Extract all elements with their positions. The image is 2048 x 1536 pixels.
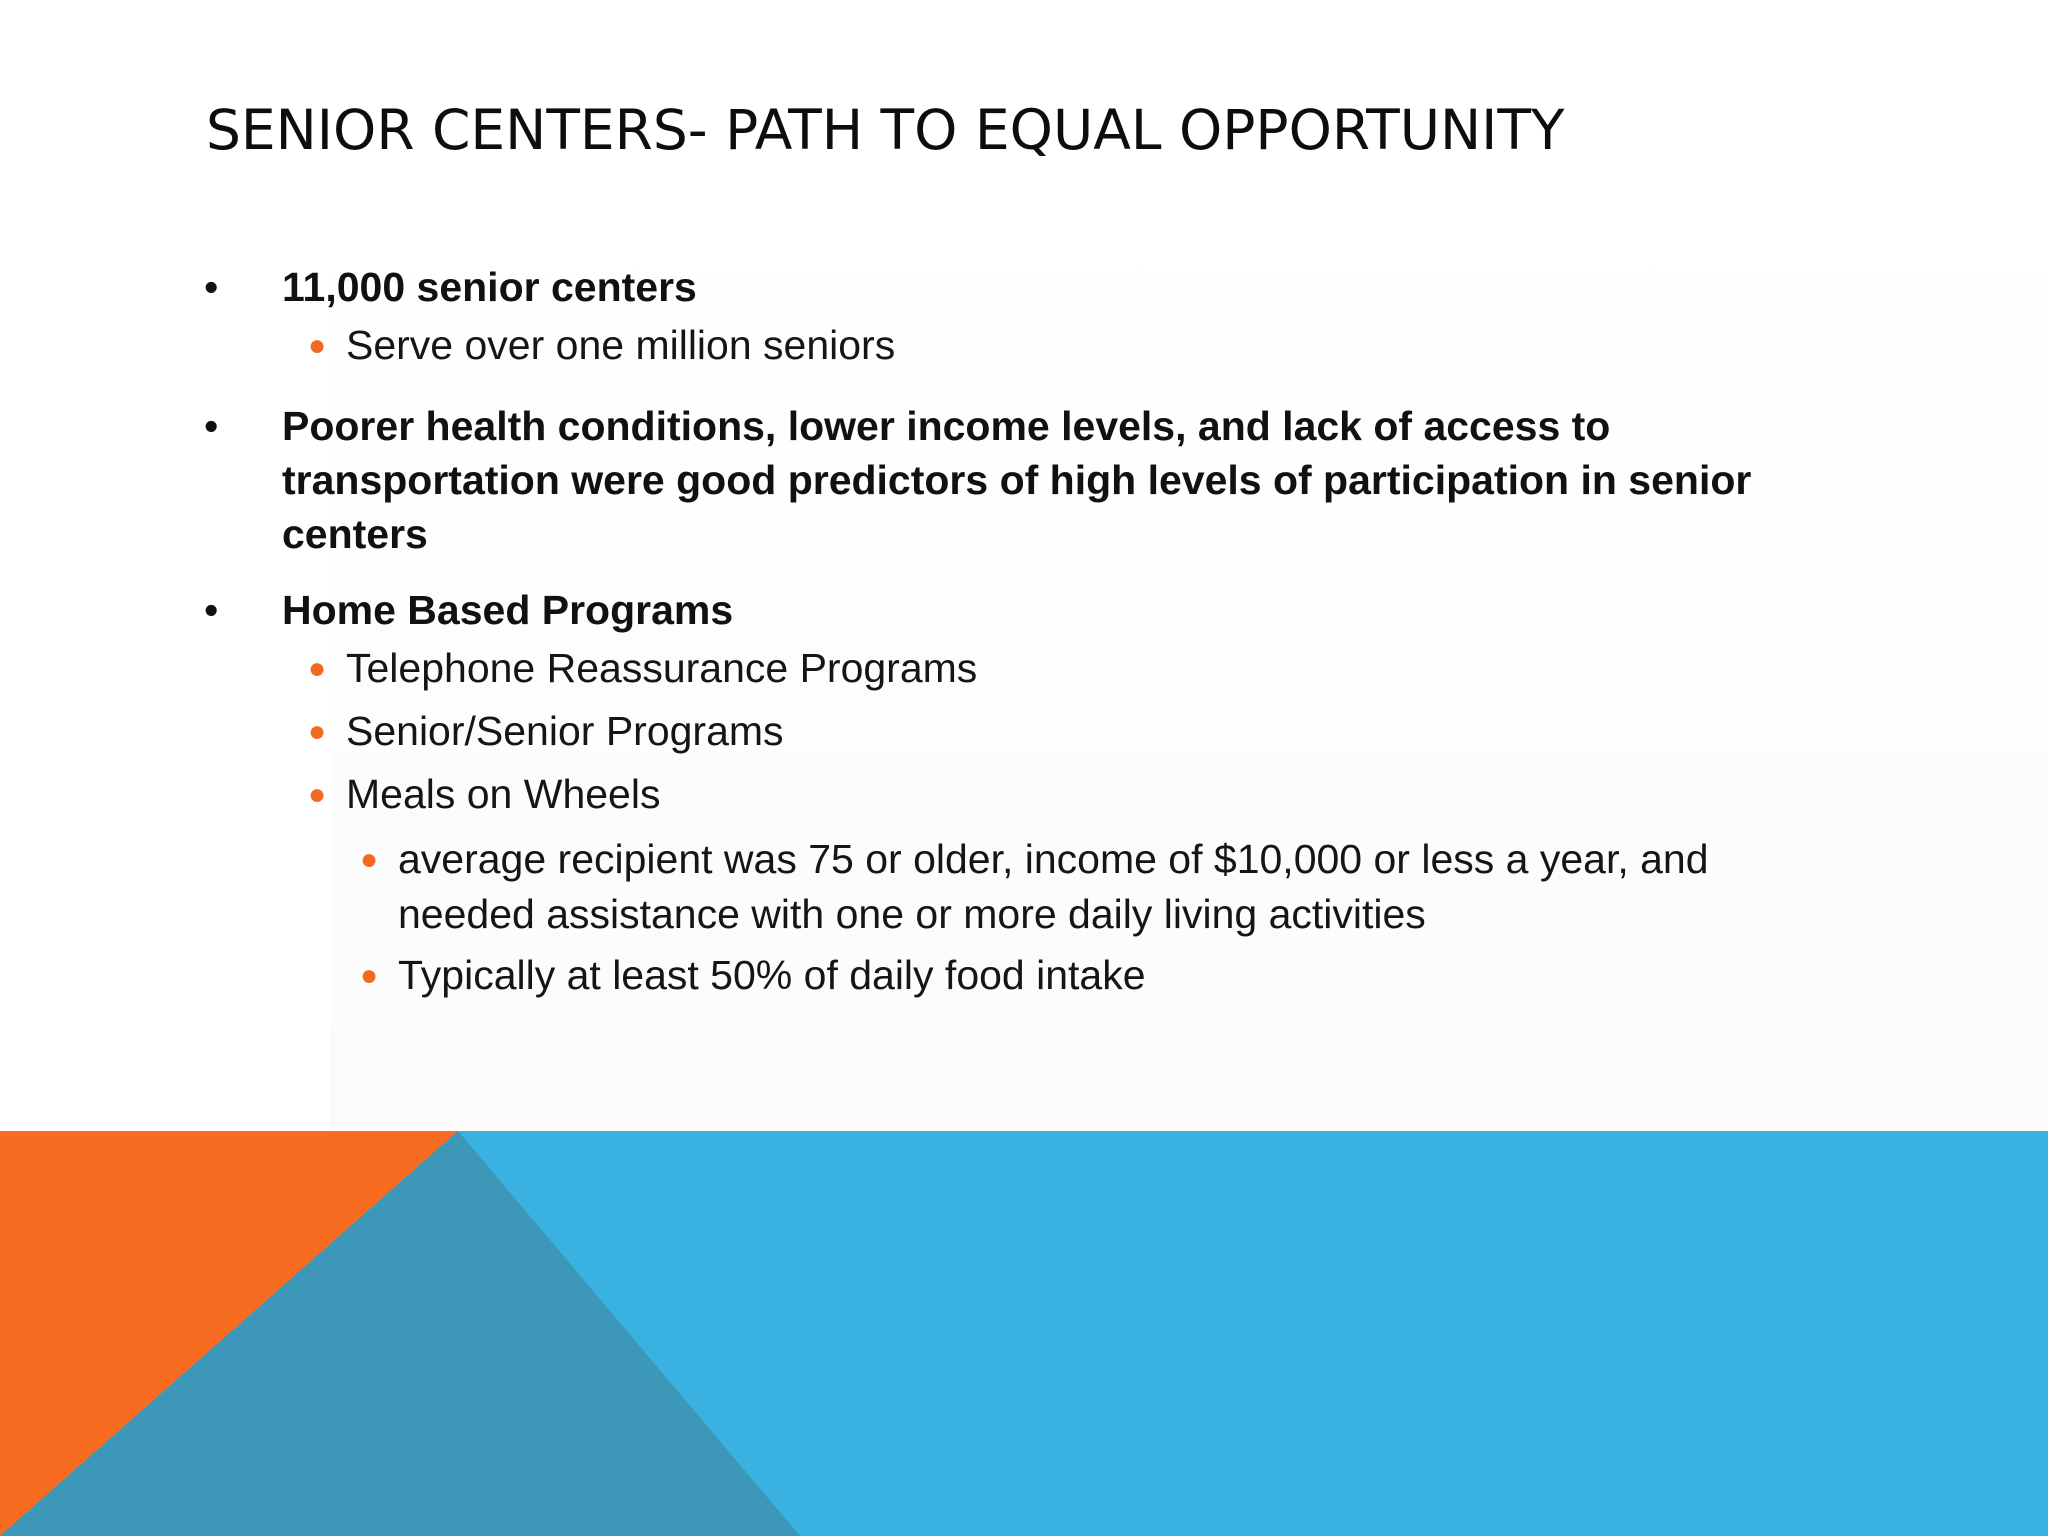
bullet-text: Poorer health conditions, lower income levels, and lack of access to transportation were good predictors of high levels of participation in senior centers	[282, 403, 1752, 557]
orange-bullet-icon: ●	[308, 715, 327, 748]
bullet-item	[200, 583, 1800, 637]
decorative-band	[0, 1131, 2048, 1536]
orange-bullet-icon: ●	[360, 843, 379, 876]
sub-bullet-text: Senior/Senior Programs	[346, 708, 784, 754]
sub-bullet-text: Serve over one million seniors	[346, 322, 896, 368]
bullet-text: Home Based Programs	[282, 587, 734, 633]
bullet-text: 11,000 senior centers	[282, 264, 697, 310]
orange-bullet-icon: ●	[308, 778, 327, 811]
orange-bullet-icon: ●	[308, 652, 327, 685]
bullet-item	[200, 399, 1800, 561]
bullet-item	[200, 260, 1800, 314]
sub-sub-bullet-item	[200, 832, 1768, 942]
bullet-dot-icon: •	[204, 587, 219, 633]
slide-title: SENIOR CENTERS- PATH TO EQUAL OPPORTUNITY	[206, 98, 1565, 162]
orange-bullet-icon: ●	[360, 959, 379, 992]
sub-bullet-item	[200, 637, 1800, 700]
sub-bullet-item	[200, 763, 1800, 826]
sub-bullet-text: Telephone Reassurance Programs	[346, 645, 978, 691]
sub-sub-bullet-text: average recipient was 75 or older, income of $10,000 or less a year, and needed assistance with one or more daily living activities	[398, 836, 1709, 937]
orange-bullet-icon: ●	[308, 329, 327, 362]
bullet-list	[200, 260, 1800, 1006]
bullet-dot-icon: •	[204, 403, 219, 449]
sub-bullet-item	[200, 314, 1800, 377]
sub-sub-bullet-text: Typically at least 50% of daily food intake	[398, 952, 1146, 998]
sub-bullet-item	[200, 700, 1800, 763]
bullet-dot-icon: •	[204, 264, 219, 310]
sub-bullet-text: Meals on Wheels	[346, 771, 661, 817]
sub-sub-bullet-item	[200, 948, 1768, 1003]
